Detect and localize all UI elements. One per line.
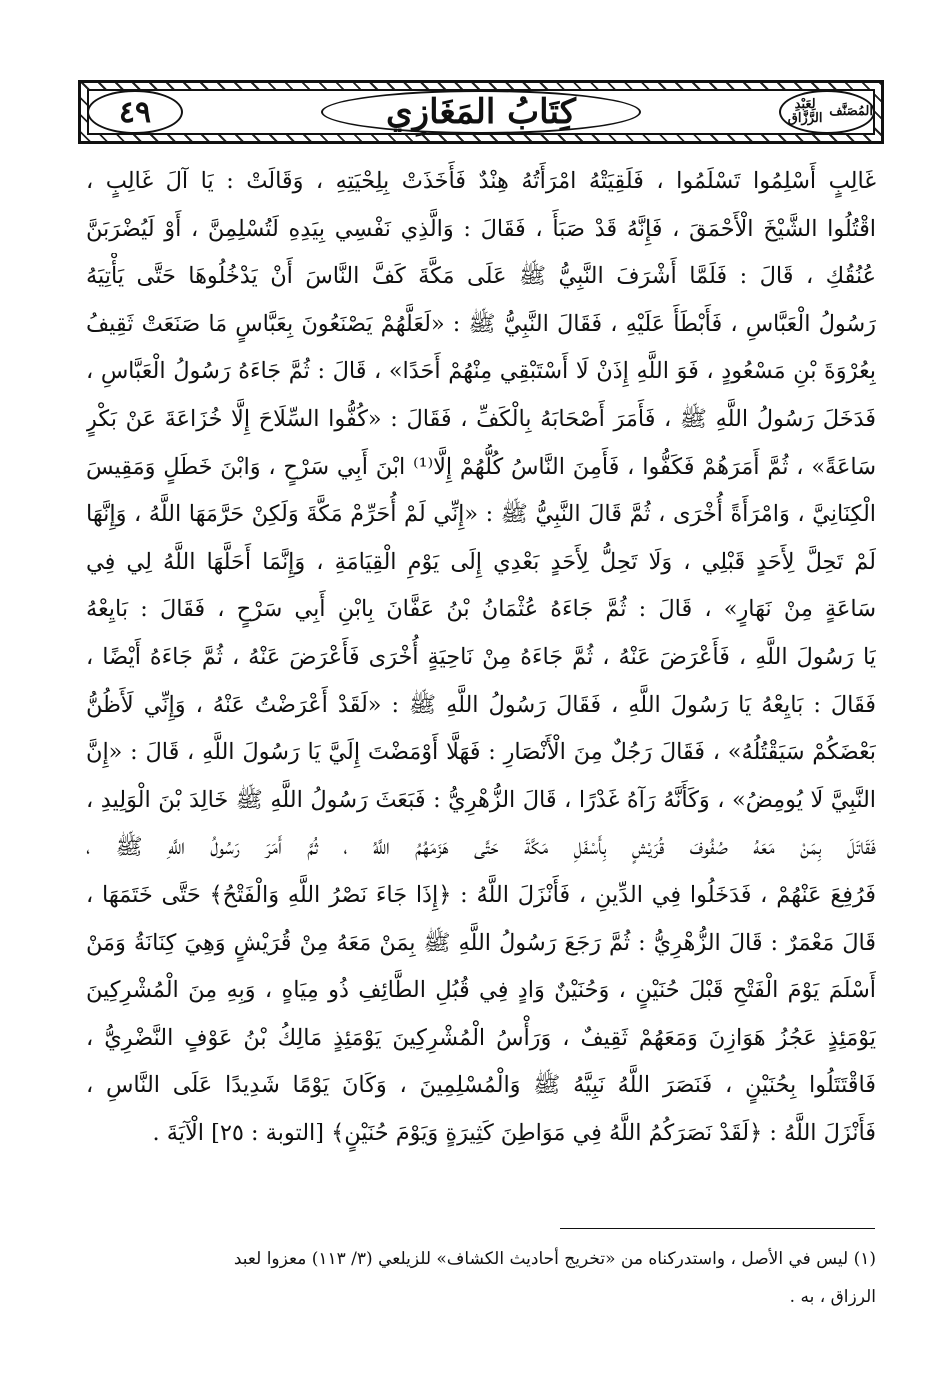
text-line: يَا رَسُولَ اللَّهِ ، فَأَعْرَضَ عَنْهُ ، ثُمَّ جَاءَهُ مِنْ نَاحِيَةٍ أُخْرَى فَأَعْرَضَ عَنْهُ ، ثُمَّ جَاءَهُ أَيْضًا ، xyxy=(86,643,876,670)
text-line: فَقَالَ : بَايِعْهُ يَا رَسُولَ اللَّهِ ، فَقَالَ رَسُولُ اللَّهِ ﷺ : «لَقَدْ أَعْرَضْتُ عَنْهُ ، وَإِنِّي لَأَظُنُّ xyxy=(86,691,876,718)
footnote xyxy=(86,1240,876,1316)
text-line: عُنُقُكِ ، قَالَ : فَلَمَّا أَشْرَفَ النَّبِيُّ ﷺ عَلَى مَكَّةَ كَفَّ النَّاسَ أَنْ يَدْخُلُوهَا حَتَّى يَأْتِيَهُ xyxy=(86,263,876,290)
text-line: بِعُرْوَةَ بْنِ مَسْعُودٍ ، فَوَ اللَّهِ إِذَنْ لَا أَسْتَبْقِي مِنْهُمْ أَحَدًا» ، قَالَ : ثُمَّ جَاءَهُ رَسُولُ الْعَبَّاسِ ، xyxy=(86,358,876,385)
text-line: بَعْضَكُمْ سَيَقْتُلُهُ» ، فَقَالَ رَجُلٌ مِنَ الْأَنْصَارِ : فَهَلَّا أَوْمَضْتَ إِلَيَّ يَا رَسُولَ اللَّهِ ، قَالَ : «إِنَّ xyxy=(86,739,876,766)
text-line: رَسُولُ الْعَبَّاسِ ، فَأَبْطَأَ عَلَيْهِ ، فَقَالَ النَّبِيُّ ﷺ : «لَعَلَّهُمْ يَصْنَعُونَ بِعَبَّاسٍ مَا صَنَعَتْ ثَقِيفُ xyxy=(86,310,876,337)
book-emblem xyxy=(779,90,875,134)
text-line: لَمْ تَحِلَّ لِأَحَدٍ قَبْلِي ، وَلَا تَحِلُّ لِأَحَدٍ بَعْدِي إِلَى يَوْمِ الْقِيَامَةِ ، وَإِنَّمَا أَحَلَّهَا اللَّهُ لِي فِي xyxy=(86,548,876,575)
book-title: كِتَابُ المَغَازِي xyxy=(321,90,641,134)
page-header xyxy=(78,80,884,144)
text-line: فَاقْتَتَلُوا بِحُنَيْنٍ ، فَنَصَرَ اللَّهُ نَبِيَّهُ ﷺ وَالْمُسْلِمِينَ ، وَكَانَ يَوْمًا شَدِيدًا عَلَى النَّاسِ ، xyxy=(86,1072,876,1099)
text-line: النَّبِيَّ لَا يُومِضُ» ، وَكَأَنَّهُ رَآهُ غَدْرًا ، قَالَ الزُّهْرِيُّ : فَبَعَثَ رَسُولُ اللَّهِ ﷺ خَالِدَ بْنَ الْوَلِيدِ ، xyxy=(86,786,876,813)
footnote-line: (١) ليس في الأصل ، واستدركناه من «تخريج أحاديث الكشاف» للزيلعي (٣/ ١١٣) معزوا لعبد xyxy=(233,1249,876,1269)
text-line: سَاعَةٍ مِنْ نَهَارٍ» ، قَالَ : ثُمَّ جَاءَهُ عُثْمَانُ بْنُ عَفَّانَ بِابْنِ أَبِي سَرْحٍ ، فَقَالَ : بَايِعْهُ xyxy=(86,596,876,623)
text-line: فَقَاتَلَ بِمَنْ مَعَهُ صُفُوفَ قُرَيْشٍ بِأَسْفَلِ مَكَّةَ حَتَّى هَزَمَهُمُ اللَّهُ ، ثُمَّ أَمَرَ رَسُولُ اللَّهِ ﷺ ، xyxy=(86,834,876,861)
text-line: فَدَخَلَ رَسُولُ اللَّهِ ﷺ ، فَأَمَرَ أَصْحَابَهُ بِالْكَفِّ ، فَقَالَ : «كُفُّوا السِّلَاحَ إِلَّا خُزَاعَةَ عَنْ بَكْرٍ xyxy=(86,405,876,432)
text-line: اقْتُلُوا الشَّيْخَ الْأَحْمَقَ ، فَإِنَّهُ قَدْ صَبَأَ ، فَقَالَ : وَالَّذِي نَفْسِي بِيَدِهِ لَتُسْلِمِنَّ ، أَوْ لَيُضْرَبَنَّ xyxy=(86,215,876,242)
footnote-divider xyxy=(560,1228,875,1229)
page-number: ٤٩ xyxy=(87,90,183,134)
text-line: فَأَنْزَلَ اللَّهُ : ﴿لَقَدْ نَصَرَكُمُ اللَّهُ فِي مَوَاطِنَ كَثِيرَةٍ وَيَوْمَ حُنَيْنٍ﴾ [التوبة : ٢٥] الْآيَةَ . xyxy=(152,1119,876,1146)
main-text xyxy=(86,158,876,1157)
text-line: سَاعَةً» ، ثُمَّ أَمَرَهُمْ فَكَفُّوا ، فَأَمِنَ النَّاسُ كُلُّهُمْ إِلَّا⁽¹⁾ ابْنَ أَبِي سَرْحٍ ، وَابْنَ خَطَلٍ وَمَقِيسَ xyxy=(86,453,876,480)
text-line: قَالَ مَعْمَرٌ : قَالَ الزُّهْرِيُّ : ثُمَّ رَجَعَ رَسُولُ اللَّهِ ﷺ بِمَنْ مَعَهُ مِنْ قُرَيْشٍ وَهِيَ كِنَانَةُ وَمَنْ xyxy=(86,929,876,956)
text-line: فَرُفِعَ عَنْهُمْ ، فَدَخَلُوا فِي الدِّينِ ، فَأَنْزَلَ اللَّهُ : ﴿إِذَا جَاءَ نَصْرُ اللَّهِ وَالْفَتْحُ﴾ حَتَّى خَتَمَهَا ، xyxy=(86,881,876,908)
emblem-line-2: لِعَبْدِ الرَّزَّاق xyxy=(787,97,823,126)
text-line: يَوْمَئِذٍ عَجُزُ هَوَازِنَ وَمَعَهُمْ ثَقِيفٌ ، وَرَأْسُ الْمُشْرِكِينَ يَوْمَئِذٍ مَالِكُ بْنُ عَوْفٍ النَّضْرِيُّ ، xyxy=(86,1024,876,1051)
footnote-line: الرزاق ، به . xyxy=(789,1287,876,1307)
text-line: غَالِبٍ أَسْلِمُوا تَسْلَمُوا ، فَلَقِيَتْهُ امْرَأَتُهُ هِنْدٌ فَأَخَذَتْ بِلِحْيَتِهِ ، وَقَالَتْ : يَا آلَ غَالِبٍ ، xyxy=(86,168,876,194)
text-line: الْكِنَانِيَّ ، وَامْرَأَةً أُخْرَى ، ثُمَّ قَالَ النَّبِيُّ ﷺ : «إِنِّي لَمْ أُحَرِّمْ مَكَّةَ وَلَكِنْ حَرَّمَهَا اللَّهُ ، وَإِنَّهَا xyxy=(86,501,876,528)
emblem-line-1: المُصَنَّف xyxy=(829,104,873,119)
text-line: أَسْلَمَ يَوْمَ الْفَتْحِ قَبْلَ حُنَيْنٍ ، وَحُنَيْنٌ وَادٍ فِي قُبُلِ الطَّائِفِ ذُو مِيَاهٍ ، وَبِهِ مِنَ الْمُشْرِكِينَ xyxy=(86,977,876,1004)
